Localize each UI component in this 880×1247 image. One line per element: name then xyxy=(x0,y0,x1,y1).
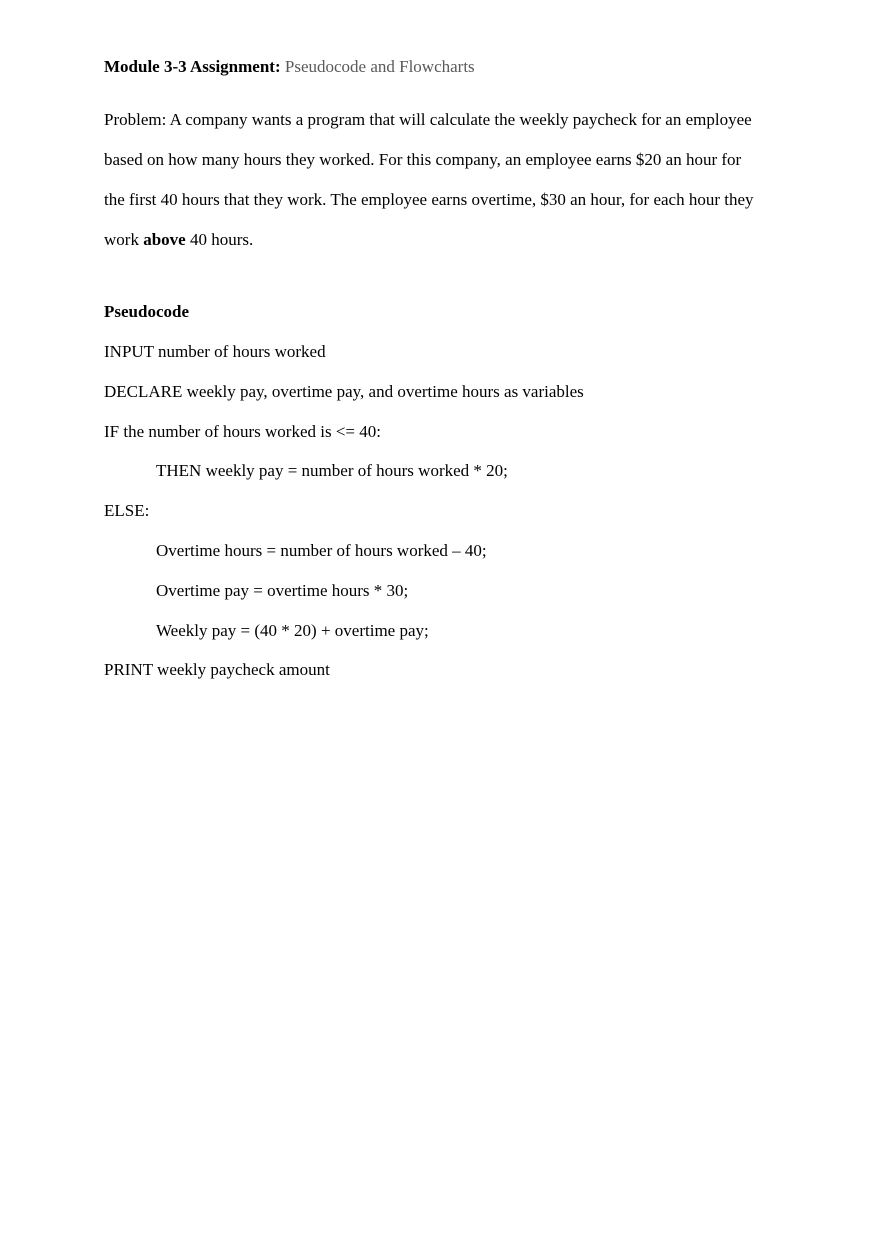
pseudocode-heading: Pseudocode xyxy=(104,302,189,321)
problem-emphasis-above: above xyxy=(143,230,186,249)
problem-line-1: Problem: A company wants a program that will calculate the weekly paycheck for an employee xyxy=(104,110,752,129)
pseudocode-line-weekly-pay: Weekly pay = (40 * 20) + overtime pay; xyxy=(156,621,429,640)
problem-statement xyxy=(104,100,784,260)
problem-line-4-suffix: 40 hours. xyxy=(189,230,254,249)
problem-line-2: based on how many hours they worked. For this company, an employee earns $20 an hour for xyxy=(104,150,742,169)
pseudocode-line-then: THEN weekly pay = number of hours worked * 20; xyxy=(156,461,508,480)
problem-line-4-prefix: work xyxy=(104,230,139,249)
title-bold-text: Module 3-3 Assignment: xyxy=(104,57,281,76)
pseudocode-line-else: ELSE: xyxy=(104,501,150,520)
pseudocode-line-print: PRINT weekly paycheck amount xyxy=(104,660,330,679)
pseudocode-line-input: INPUT number of hours worked xyxy=(104,342,326,361)
pseudocode-line-if: IF the number of hours worked is <= 40: xyxy=(104,422,381,441)
problem-line-4 xyxy=(104,220,784,260)
pseudocode-line-declare: DECLARE weekly pay, overtime pay, and overtime hours as variables xyxy=(104,382,584,401)
pseudocode-line-overtime-pay: Overtime pay = overtime hours * 30; xyxy=(156,581,409,600)
pseudocode-line-overtime-hours: Overtime hours = number of hours worked – 40; xyxy=(156,541,487,560)
title-subtitle: Pseudocode and Flowcharts xyxy=(284,57,475,76)
problem-line-3: the first 40 hours that they work. The employee earns overtime, $30 an hour, for each hour they xyxy=(104,190,754,209)
document-title xyxy=(104,56,475,78)
